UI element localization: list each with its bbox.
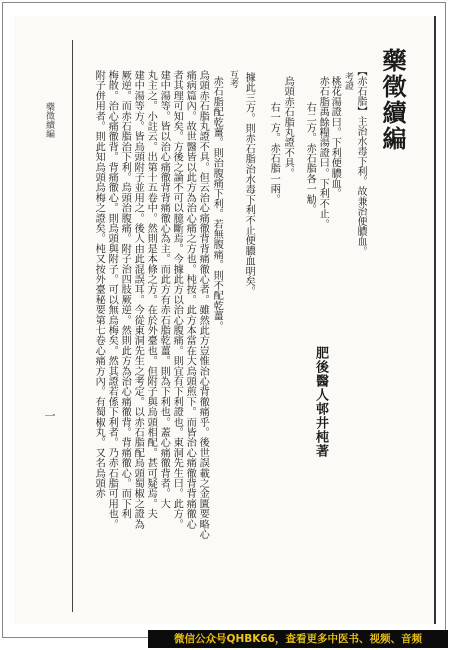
column-4: 赤石脂禹餘糧湯證曰。下利不止。 bbox=[317, 76, 329, 229]
column-7: 右一方。赤石脂一兩。 bbox=[268, 102, 280, 204]
column-3: 桃花湯證曰。下利便膿血。 bbox=[329, 76, 341, 199]
column-15: 丸主之。小註云。出第十五卷中。然則是本條之方。在於外臺也。但附子與烏頭相配。甚可疑焉。夫 bbox=[145, 70, 157, 519]
column-9: 互考 bbox=[228, 70, 238, 88]
column-6: 烏頭赤石脂丸證不具。 bbox=[282, 76, 294, 178]
text-block-border bbox=[72, 40, 73, 612]
column-1: 【赤石脂】主治水毒下利。故兼治便膿血。 bbox=[355, 66, 366, 256]
margin-label: 藥徵續編 bbox=[44, 102, 54, 138]
column-14: 建中湯等。皆以治心痛徹背背痛徹心為主。而此方有赤石脂乾薑。則為下利也。蓋心痛徹背者。大 bbox=[158, 70, 170, 509]
column-16: 建中湯等方。皆烏頭附子並用之。後人由此混誤耳。今從東洞先生之考定。以赤石脂配烏頭蜀椒之證為 bbox=[132, 70, 144, 529]
column-13: 者其理可知矣。方後之論不可以臆斷焉。今據此方以治心腹痛。則宜有下利證也。東洞先生曰。此方。 bbox=[171, 70, 183, 529]
column-5: 右二方。赤石脂各一觔。 bbox=[304, 102, 316, 215]
book-page bbox=[14, 16, 436, 624]
column-17: 厥逆。而赤石脂治下利。烏頭治腹痛。附子治四肢厥逆。然則此方為治心痛徹背。背痛徹心。而下利 bbox=[119, 70, 131, 519]
column-11: 烏頭赤石脂丸證不具。但云治心痛徹背背痛徹心者。雖然此方豈惟治心背徹痛乎。後世誤載之金匱要略心 bbox=[197, 70, 209, 540]
column-10: 赤石脂配乾薑。則治腹痛下利。若無腹痛。則不配乾薑。 bbox=[211, 76, 223, 331]
column-2: 考證 bbox=[343, 72, 353, 90]
column-18: 梅散。治心痛徹背。背痛徹心。則烏頭與附子。可以無烏梅矣。然其證若係下利者。乃赤石脂可用也。 bbox=[106, 70, 118, 529]
page-number: 一 bbox=[43, 410, 56, 421]
column-19: 附子併用者。則此知烏頭烏梅之證矣。杶又按外臺秘要第七卷心痛方內。有蜀椒丸。又名烏頭赤 bbox=[93, 70, 105, 499]
author-line: 肥後醫人邨井杶著 bbox=[313, 346, 328, 458]
document-title: 藥徵續編 bbox=[378, 48, 407, 152]
watermark-banner: 微信公众号QHBK66，查看更多中医书、视频、音频 bbox=[148, 630, 448, 648]
column-12: 痛病篇內。故世醫皆以此方為治心痛之方也。杶按。此方本當在大烏頭煎下。而皆治心痛徹背背痛徹心 bbox=[184, 70, 196, 529]
column-8: 據此三方。則赤石脂治水毒下利不止便膿血明矣。 bbox=[243, 72, 255, 297]
